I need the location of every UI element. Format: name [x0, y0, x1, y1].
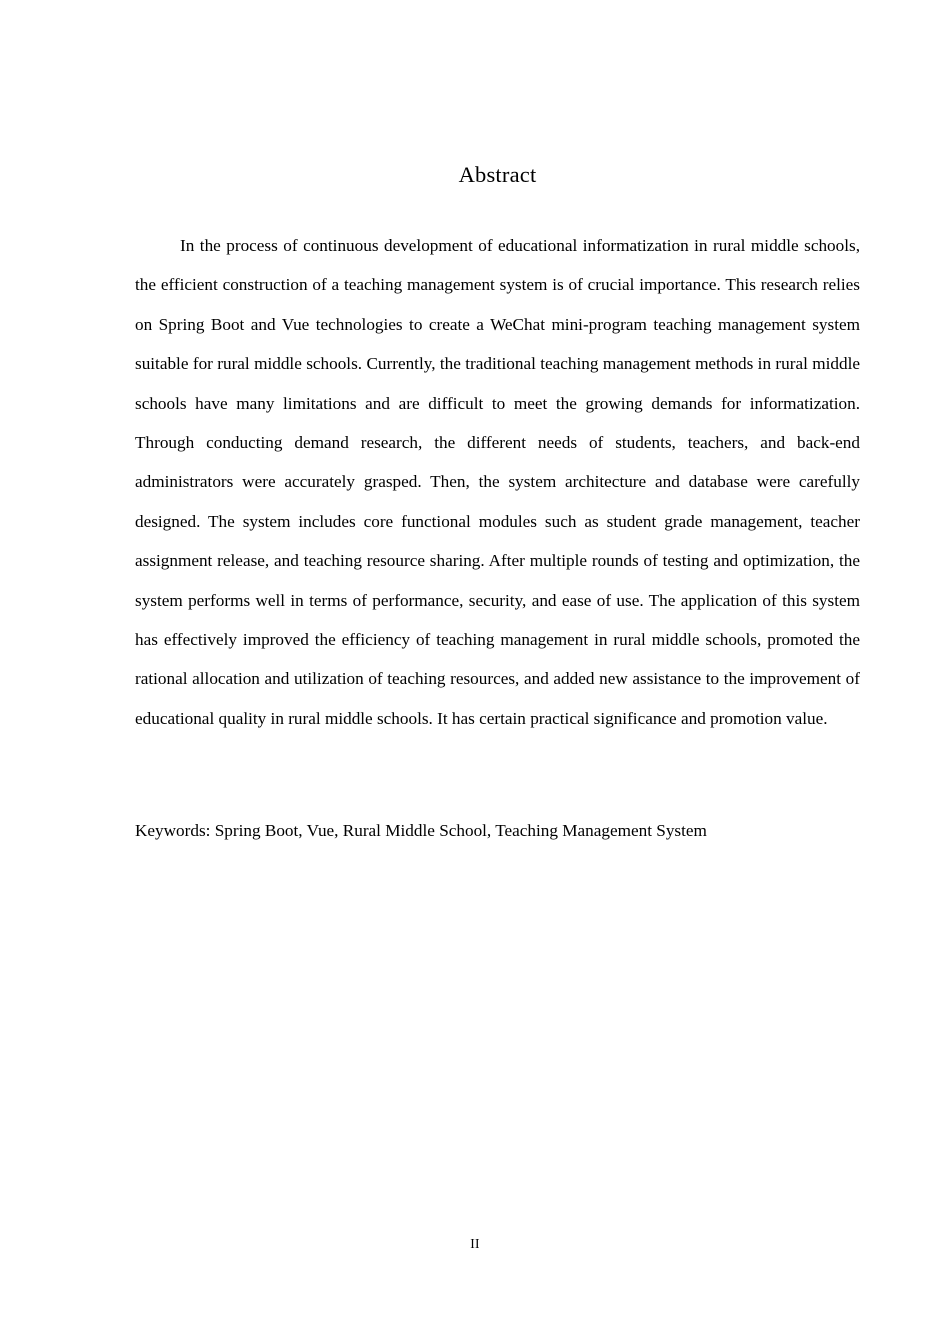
keywords-line: Keywords: Spring Boot, Vue, Rural Middle School, Teaching Management System: [135, 821, 707, 840]
page-title: Abstract: [458, 162, 537, 187]
page-number: II: [470, 1236, 480, 1251]
abstract-paragraph: In the process of continuous development of educational informatization in rural middle schools, the efficient construction of a teaching management system is of crucial importance. This research relies on Spring Boot and Vue technologies to create a WeChat mini-program teaching management system suitable for rural middle schools. Currently, the traditional teaching management methods in rural middle schools have many limitations and are difficult to meet the growing demands for informatization. Through conducting demand research, the different needs of students, teachers, and back-end administrators were accurately grasped. Then, the system architecture and database were carefully designed. The system includes core functional modules such as student grade management, teacher assignment release, and teaching resource sharing. After multiple rounds of testing and optimization, the system performs well in terms of performance, security, and ease of use. The application of this system has effectively improved the efficiency of teaching management in rural middle schools, promoted the rational allocation and utilization of teaching resources, and added new assistance to the improvement of educational quality in rural middle schools. It has certain practical significance and promotion value.: [135, 236, 860, 728]
